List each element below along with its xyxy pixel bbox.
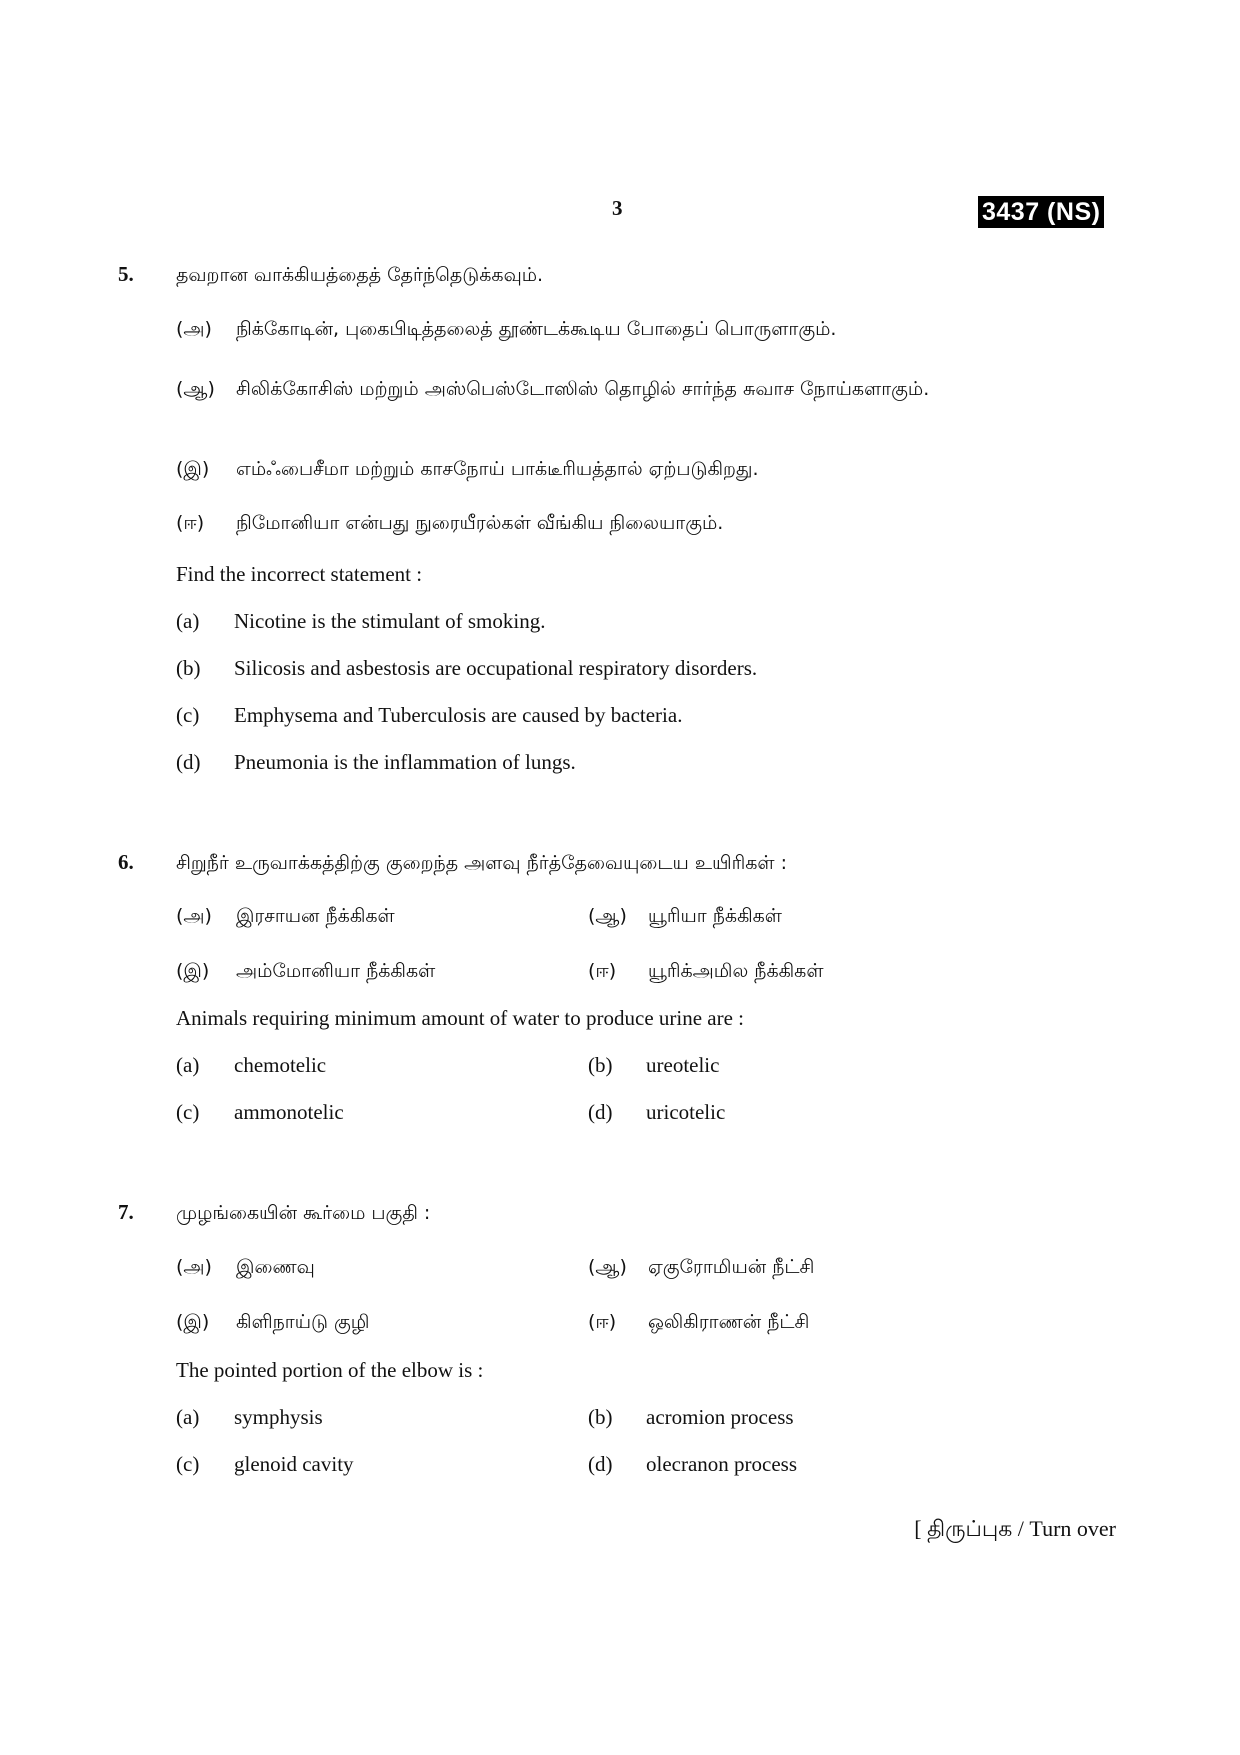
option-text: symphysis <box>234 1405 323 1429</box>
option-label: (d) <box>176 750 201 774</box>
option-label: (ஈ) <box>176 512 205 534</box>
option-text: நிக்கோடின், புகைபிடித்தலைத் தூண்டக்கூடிய போதைப் பொருளாகும். <box>236 318 837 340</box>
option-text: அம்மோனியா நீக்கிகள் <box>236 960 436 982</box>
option-label: (a) <box>176 1053 200 1077</box>
option-label: (இ) <box>176 458 210 480</box>
tamil-option <box>588 1256 814 1281</box>
english-option <box>176 750 576 775</box>
option-text: chemotelic <box>234 1053 327 1077</box>
tamil-option <box>588 905 782 930</box>
turn-over-note: [ திருப்புக / Turn over <box>914 1516 1116 1541</box>
option-label: (c) <box>176 1452 200 1476</box>
option-label: (b) <box>176 656 201 680</box>
option-text: glenoid cavity <box>234 1452 354 1476</box>
option-label: (ஆ) <box>588 905 627 927</box>
question-number: 5. <box>118 262 134 286</box>
option-text: நிமோனியா என்பது நுரையீரல்கள் வீங்கிய நிலையாகும். <box>236 512 724 534</box>
tamil-option <box>176 905 395 930</box>
option-text: olecranon process <box>646 1452 798 1476</box>
tamil-option <box>588 1311 809 1336</box>
option-label: (b) <box>588 1405 613 1429</box>
english-option <box>176 1100 344 1125</box>
tamil-option <box>176 318 836 343</box>
question-stem-english: Find the incorrect statement : <box>176 562 423 586</box>
tamil-option <box>176 512 723 537</box>
option-label: (a) <box>176 1405 200 1429</box>
option-label: (இ) <box>176 960 210 982</box>
tamil-option <box>176 1256 315 1281</box>
english-option <box>176 1452 354 1477</box>
question-stem-english: The pointed portion of the elbow is : <box>176 1358 484 1382</box>
option-text: Nicotine is the stimulant of smoking. <box>234 609 546 633</box>
option-text: ஒலிகிராணன் நீட்சி <box>648 1311 810 1333</box>
option-text: ஏகுரோமியன் நீட்சி <box>648 1256 815 1278</box>
question-stem-tamil: தவறான வாக்கியத்தைத் தேர்ந்தெடுக்கவும். <box>176 264 544 286</box>
question-stem-tamil: முழங்கையின் கூர்மை பகுதி : <box>176 1202 431 1224</box>
english-option <box>176 656 757 681</box>
option-label: (a) <box>176 609 200 633</box>
option-text: acromion process <box>646 1405 794 1429</box>
option-label: (d) <box>588 1100 613 1124</box>
option-text: இரசாயன நீக்கிகள் <box>236 905 395 927</box>
option-label: (ஆ) <box>176 378 215 400</box>
tamil-option <box>176 458 759 483</box>
english-option <box>588 1452 797 1477</box>
english-option <box>176 1053 326 1078</box>
option-text: Emphysema and Tuberculosis are caused by bacteria. <box>234 703 683 727</box>
option-label: (b) <box>588 1053 613 1077</box>
tamil-option <box>176 960 435 985</box>
english-option <box>176 703 682 728</box>
option-text: Silicosis and asbestosis are occupational respiratory disorders. <box>234 656 758 680</box>
option-text: ammonotelic <box>234 1100 344 1124</box>
option-label: (அ) <box>176 318 212 340</box>
option-text: ureotelic <box>646 1053 720 1077</box>
option-label: (c) <box>176 1100 200 1124</box>
option-text: யூரிக்அமில நீக்கிகள் <box>648 960 824 982</box>
tamil-option <box>588 960 823 985</box>
paper-code-badge: 3437 (NS) <box>978 196 1104 228</box>
english-option <box>588 1100 725 1125</box>
page-number: 3 <box>612 196 623 220</box>
english-option <box>588 1053 719 1078</box>
tamil-option <box>176 372 1056 406</box>
option-label: (இ) <box>176 1311 210 1333</box>
option-label: (அ) <box>176 905 212 927</box>
option-label: (ஈ) <box>588 1311 617 1333</box>
english-option <box>588 1405 794 1430</box>
question-number: 7. <box>118 1200 134 1224</box>
option-text: சிலிக்கோசிஸ் மற்றும் அஸ்பெஸ்டோஸிஸ் தொழில் சார்ந்த சுவாச நோய்களாகும். <box>236 378 930 400</box>
question-stem-english: Animals requiring minimum amount of water to produce urine are : <box>176 1006 745 1030</box>
option-text: இணைவு <box>236 1256 315 1278</box>
option-label: (d) <box>588 1452 613 1476</box>
option-label: (c) <box>176 703 200 727</box>
option-text: யூரியா நீக்கிகள் <box>648 905 782 927</box>
english-option <box>176 1405 323 1430</box>
english-option <box>176 609 545 634</box>
option-label: (அ) <box>176 1256 212 1278</box>
tamil-option <box>176 1311 369 1336</box>
question-number: 6. <box>118 850 134 874</box>
option-text: எம்ஃபைசீமா மற்றும் காசநோய் பாக்டீரியத்தால் ஏற்படுகிறது. <box>236 458 759 480</box>
option-label: (ஈ) <box>588 960 617 982</box>
question-stem-tamil: சிறுநீர் உருவாக்கத்திற்கு குறைந்த அளவு நீர்த்தேவையுடைய உயிரிகள் : <box>176 852 788 874</box>
option-text: Pneumonia is the inflammation of lungs. <box>234 750 576 774</box>
option-text: கிளிநாய்டு குழி <box>236 1311 370 1333</box>
option-text: uricotelic <box>646 1100 726 1124</box>
option-label: (ஆ) <box>588 1256 627 1278</box>
